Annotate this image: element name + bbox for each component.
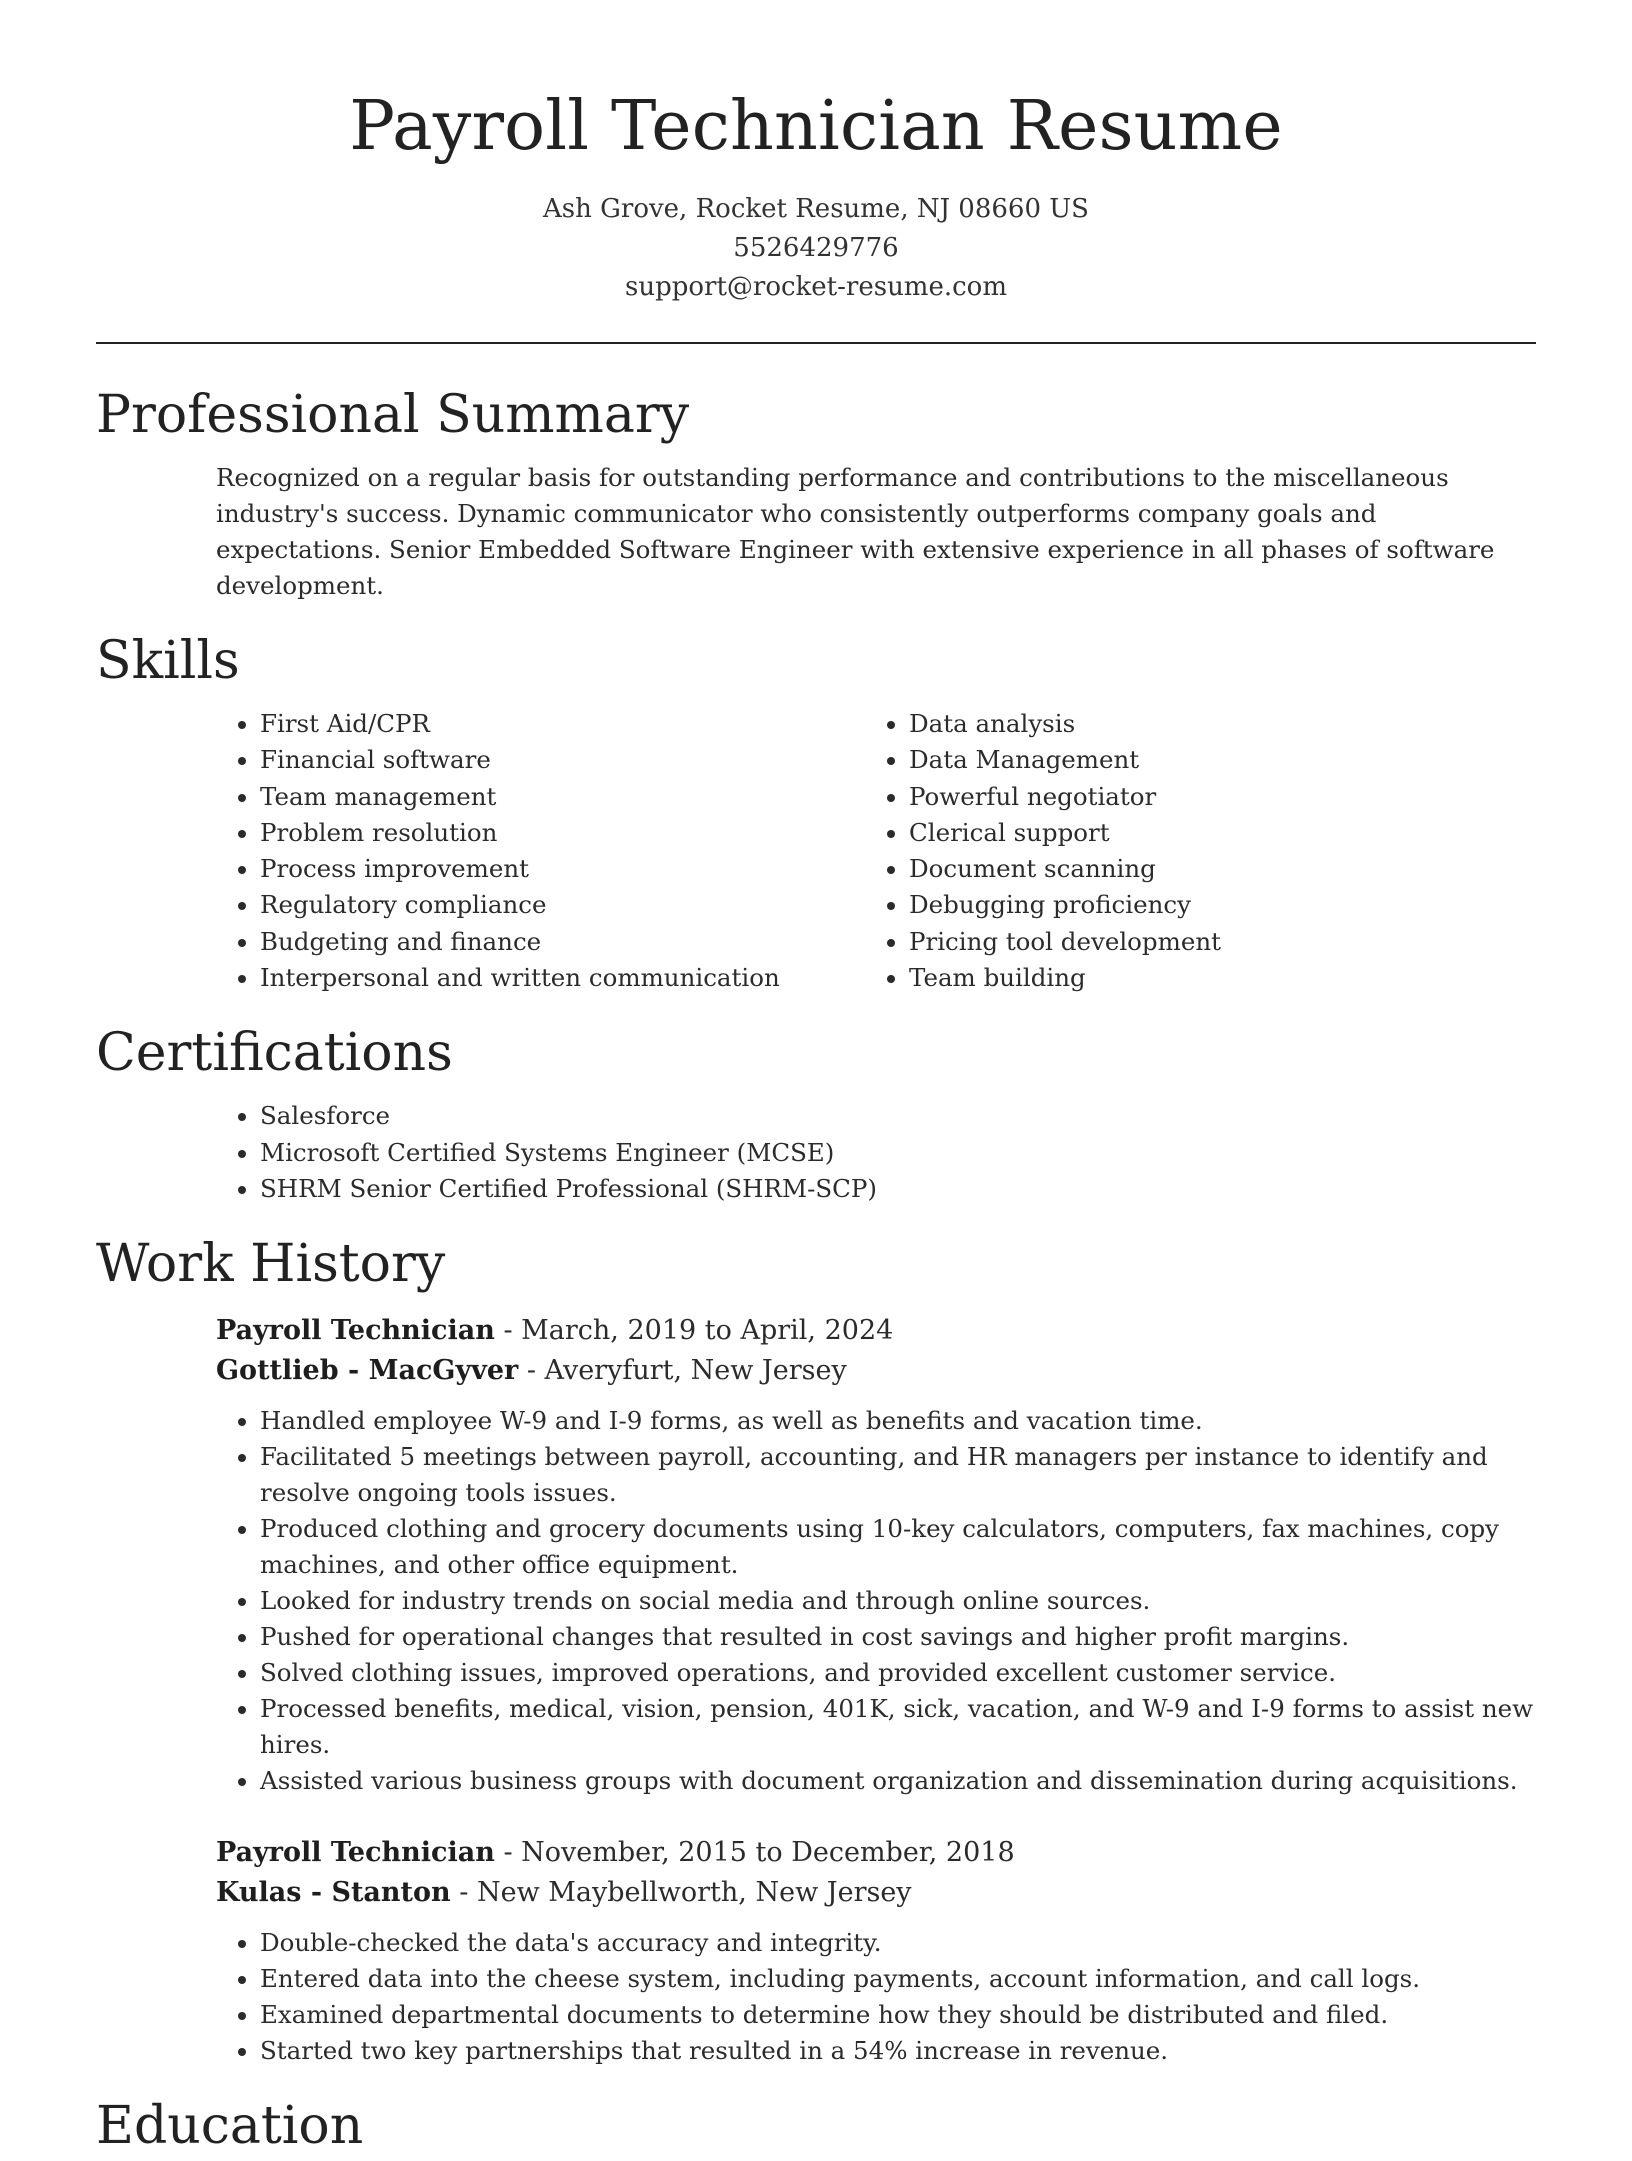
resume-body (96, 380, 1536, 2161)
job-dates: - November, 2015 to December, 2018 (494, 1837, 1015, 1869)
job-bullet: • Started two key partnerships that resulted in a 54% increase in revenue. (260, 2033, 1560, 2069)
certifications-list (216, 1098, 1536, 1207)
skill-item: • Powerful negotiator (909, 779, 1221, 815)
skill-item: • First Aid/CPR (260, 706, 865, 742)
job-header (216, 1833, 1536, 1913)
job-bullet: • Processed benefits, medical, vision, pension, 401K, sick, vacation, and W-9 and I-9 forms to assist new hires. (260, 1691, 1560, 1763)
skill-item: • Document scanning (909, 851, 1221, 887)
job-company: Kulas - Stanton (216, 1877, 451, 1909)
skills-list-right (865, 706, 1221, 996)
job-dates: - March, 2019 to April, 2024 (494, 1315, 894, 1347)
skill-item: • Clerical support (909, 815, 1221, 851)
job-bullet: • Solved clothing issues, improved operations, and provided excellent customer service. (260, 1655, 1560, 1691)
job-bullet: • Handled employee W-9 and I-9 forms, as well as benefits and vacation time. (260, 1403, 1560, 1439)
job-bullet: • Examined departmental documents to determine how they should be distributed and filed. (260, 1997, 1560, 2033)
contact-phone: 5526429776 (733, 233, 899, 263)
job-role: Payroll Technician (216, 1837, 495, 1869)
skill-item: • Financial software (260, 742, 865, 778)
skill-item: • Team building (909, 960, 1221, 996)
resume-header (0, 0, 1632, 307)
certifications-heading: Certifications (96, 1023, 453, 1084)
job-location: - New Maybellworth, New Jersey (450, 1877, 912, 1909)
summary-text: Recognized on a regular basis for outstanding performance and contributions to the miscellaneous industry's success. Dynamic communicator who consistently outperforms company goals and expectations. Senior Embedded Software Engineer with extensive experience in all phases of software development. (216, 463, 1495, 600)
education-section (96, 2091, 1536, 2161)
skill-item: • Data Management (909, 742, 1221, 778)
certification-item: • Salesforce (260, 1098, 1536, 1134)
job-header (216, 1311, 1536, 1391)
summary-section (96, 380, 1536, 604)
job-role: Payroll Technician (216, 1315, 495, 1347)
skill-item: • Interpersonal and written communication (260, 960, 865, 996)
education-heading: Education (96, 2096, 364, 2157)
job-bullets (216, 1925, 1560, 2069)
job-bullet: • Assisted various business groups with document organization and dissemination during acquisitions. (260, 1763, 1560, 1799)
contact-email: support@rocket-resume.com (624, 272, 1007, 302)
summary-heading: Professional Summary (96, 385, 690, 445)
skills-heading: Skills (96, 631, 240, 691)
skill-item: • Process improvement (260, 851, 865, 887)
job-company: Gottlieb - MacGyver (216, 1355, 519, 1387)
contact-address: Ash Grove, Rocket Resume, NJ 08660 US (543, 194, 1089, 224)
job-bullet: • Facilitated 5 meetings between payroll, accounting, and HR managers per instance to identify and resolve ongoing tools issues. (260, 1439, 1560, 1511)
job-bullets (216, 1403, 1560, 1799)
job-bullet: • Double-checked the data's accuracy and integrity. (260, 1925, 1560, 1961)
skill-item: • Data analysis (909, 706, 1221, 742)
resume-title: Payroll Technician Resume (349, 87, 1283, 166)
job-bullet: • Pushed for operational changes that resulted in cost savings and higher profit margins. (260, 1619, 1560, 1655)
job-entry (96, 1833, 1536, 2069)
contact-block (0, 190, 1632, 307)
skill-item: • Debugging proficiency (909, 887, 1221, 923)
job-bullet: • Entered data into the cheese system, including payments, account information, and call logs. (260, 1961, 1560, 1997)
certifications-section (96, 1018, 1536, 1207)
job-location: - Averyfurt, New Jersey (518, 1355, 847, 1387)
skill-item: • Budgeting and finance (260, 924, 865, 960)
work-history-section (96, 1229, 1536, 2069)
skill-item: • Pricing tool development (909, 924, 1221, 960)
certification-item: • SHRM Senior Certified Professional (SHRM-SCP) (260, 1171, 1536, 1207)
certification-item: • Microsoft Certified Systems Engineer (MCSE) (260, 1135, 1536, 1171)
skill-item: • Regulatory compliance (260, 887, 865, 923)
skills-list-left (216, 706, 865, 996)
skill-item: • Problem resolution (260, 815, 865, 851)
header-divider (96, 342, 1536, 344)
job-entry (96, 1311, 1536, 1799)
job-bullet: • Produced clothing and grocery documents using 10-key calculators, computers, fax machines, copy machines, and other office equipment. (260, 1511, 1560, 1583)
skill-item: • Team management (260, 779, 865, 815)
work-history-heading: Work History (96, 1234, 446, 1295)
skills-section (96, 626, 1536, 996)
job-bullet: • Looked for industry trends on social media and through online sources. (260, 1583, 1560, 1619)
skills-columns (216, 706, 1536, 996)
